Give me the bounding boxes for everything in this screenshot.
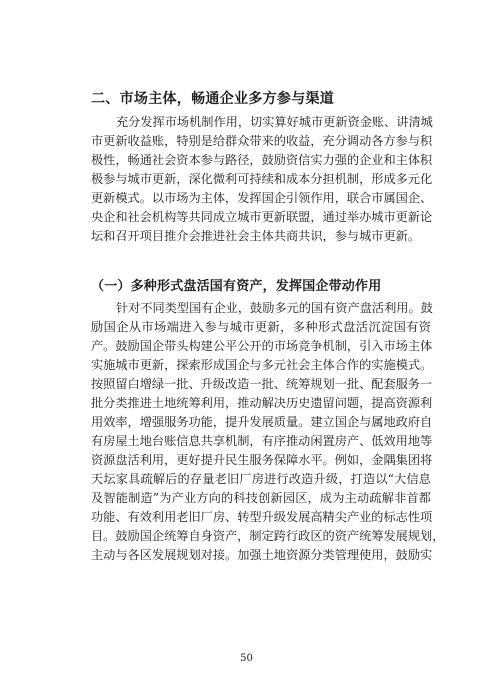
text-line: 央企和社会机构等共同成立城市更新联盟，通过举办城市更新论 <box>91 210 433 224</box>
text-line: 市更新收益账，特别是给群众带来的收益，充分调动各方参与积 <box>91 134 433 148</box>
text-line: 更新模式。以市场为主体，发挥国企引领作用，联合市属国企、 <box>91 191 433 205</box>
text-line: 产。鼓励国企带头构建公平公开的市场竞争机制，引入市场主体 <box>91 339 433 353</box>
text-line: 有房屋土地台账信息共享机制，有序推动闲置房产、低效用地等 <box>91 434 433 448</box>
text-line: 坛和召开项目推介会推进社会主体共商共识，参与城市更新。 <box>91 229 421 243</box>
text-line: 主动与各区发展规划对接。加强土地资源分类管理使用，鼓励实 <box>91 548 433 562</box>
text-line: 资源盘活利用，更好提升民生服务保障水平。例如，金隅集团将 <box>91 453 433 467</box>
text-line: 功能、有效利用老旧厂房、转型升级发展高精尖产业的标志性项 <box>91 510 433 524</box>
subsection-heading: （一）多种形式盘活国有资产，发挥国企带动作用 <box>91 279 382 294</box>
text-line: 批分类推进土地统筹利用，推动解决历史遗留问题，提高资源利 <box>91 396 433 410</box>
text-line: 实施城市更新，探索形成国企与多元社会主体合作的实施模式。 <box>91 358 433 372</box>
text-line: 用效率，增强服务功能，提升发展质量。建立国企与属地政府自 <box>91 415 433 429</box>
text-line: 励国企从市场端进入参与城市更新，多种形式盘活沉淀国有资 <box>91 320 431 334</box>
text-line: 及智能制造”为产业方向的科技创新园区，成为主动疏解非首都 <box>91 491 431 505</box>
text-line: 极性，畅通社会资本参与路径，鼓励资信实力强的企业和主体积 <box>91 153 433 167</box>
section-heading: 二、市场主体，畅通企业多方参与渠道 <box>91 91 335 107</box>
text-line: 目。鼓励国企统筹自身资产，制定跨行政区的资产统筹发展规划， <box>91 529 445 543</box>
text-line: 充分发挥市场机制作用，切实算好城市更新资金账、讲清城 <box>116 115 433 129</box>
page-number: 50 <box>240 653 253 664</box>
text-line: 针对不同类型国有企业，鼓励多元的国有资产盘活利用。鼓 <box>116 301 433 315</box>
text-line: 按照留白增绿一批、升级改造一批、统筹规划一批、配套服务一 <box>91 377 433 391</box>
text-line: 极参与城市更新，深化微利可持续和成本分担机制，形成多元化 <box>91 172 433 186</box>
text-line: 天坛家具疏解后的存量老旧厂房进行改造升级，打造以“大信息 <box>91 472 431 486</box>
